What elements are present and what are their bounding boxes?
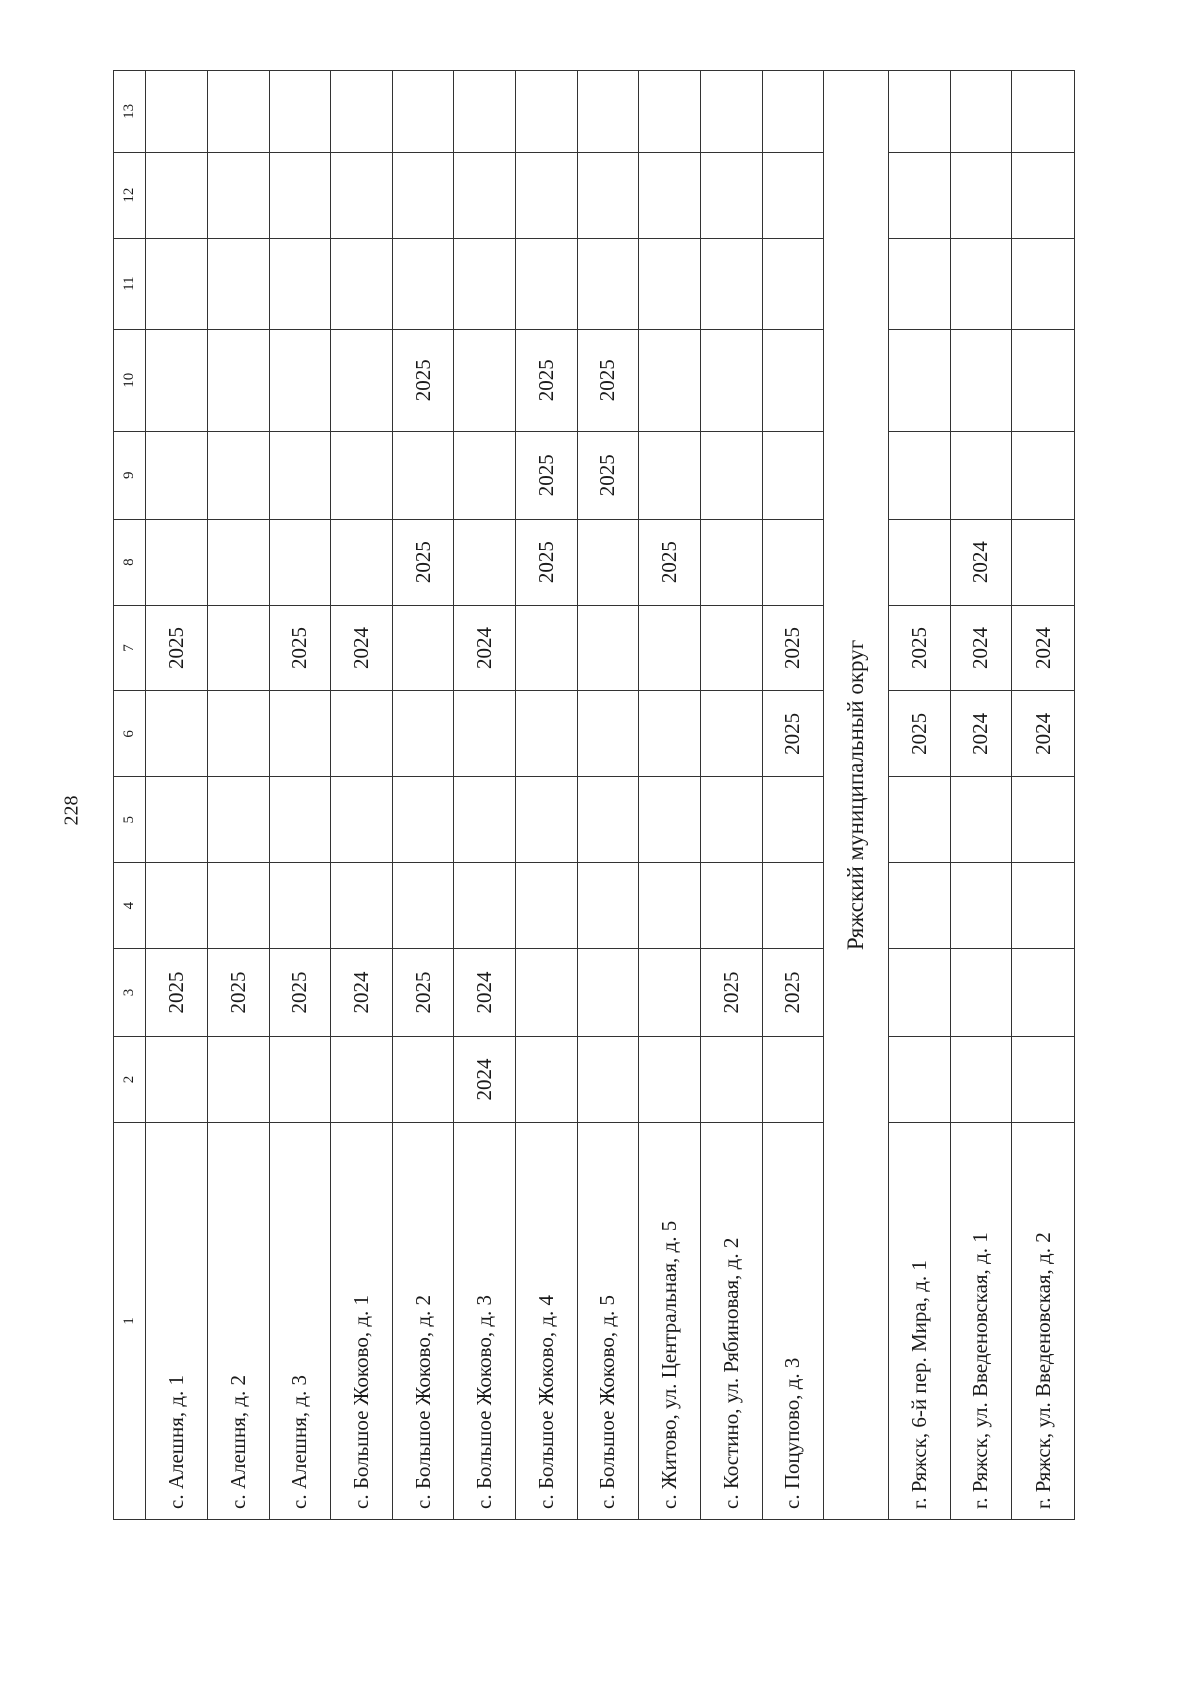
year-cell <box>950 152 1012 238</box>
year-cell <box>516 605 578 691</box>
year-cell: 2025 <box>516 431 578 519</box>
year-cell <box>208 519 270 605</box>
year-cell <box>577 71 639 153</box>
year-cell <box>950 238 1012 329</box>
year-cell: 2025 <box>146 949 208 1037</box>
year-cell <box>577 238 639 329</box>
year-cell: 2024 <box>331 949 393 1037</box>
year-cell <box>700 238 762 329</box>
year-cell: 2025 <box>762 949 824 1037</box>
address-cell: г. Ряжск, ул. Введеновская, д. 1 <box>950 1122 1012 1519</box>
year-cell: 2024 <box>331 605 393 691</box>
year-cell <box>146 431 208 519</box>
year-cell: 2024 <box>454 1037 516 1123</box>
year-cell <box>208 71 270 153</box>
year-cell <box>146 519 208 605</box>
year-cell <box>454 431 516 519</box>
year-cell <box>146 777 208 863</box>
year-cell <box>208 329 270 431</box>
year-cell <box>762 238 824 329</box>
year-cell <box>700 1037 762 1123</box>
year-cell <box>1012 863 1075 949</box>
table-row <box>1012 71 1075 1520</box>
year-cell <box>1012 431 1075 519</box>
year-cell <box>269 71 331 153</box>
year-cell <box>331 777 393 863</box>
year-cell <box>888 949 950 1037</box>
year-cell: 2024 <box>454 949 516 1037</box>
year-cell <box>762 519 824 605</box>
year-cell <box>700 519 762 605</box>
address-cell: с. Алешня, д. 3 <box>269 1122 331 1519</box>
table-row <box>208 71 270 1520</box>
column-header: 1 <box>114 1122 146 1519</box>
year-cell <box>208 1037 270 1123</box>
year-cell: 2025 <box>269 949 331 1037</box>
year-cell <box>269 863 331 949</box>
year-cell <box>950 329 1012 431</box>
address-cell: с. Большое Жоково, д. 3 <box>454 1122 516 1519</box>
address-cell: г. Ряжск, 6-й пер. Мира, д. 1 <box>888 1122 950 1519</box>
year-cell <box>762 1037 824 1123</box>
year-cell <box>762 329 824 431</box>
year-cell <box>516 691 578 777</box>
year-cell <box>331 691 393 777</box>
table-row <box>577 71 639 1520</box>
address-cell: с. Большое Жоково, д. 4 <box>516 1122 578 1519</box>
address-cell: с. Алешня, д. 1 <box>146 1122 208 1519</box>
year-cell <box>639 605 701 691</box>
year-cell <box>516 152 578 238</box>
year-cell <box>454 152 516 238</box>
year-cell <box>700 431 762 519</box>
year-cell <box>516 777 578 863</box>
year-cell <box>269 238 331 329</box>
year-cell: 2025 <box>888 691 950 777</box>
year-cell: 2025 <box>639 519 701 605</box>
year-cell <box>577 863 639 949</box>
year-cell: 2025 <box>762 605 824 691</box>
year-cell <box>639 863 701 949</box>
year-cell <box>516 949 578 1037</box>
year-cell: 2025 <box>762 691 824 777</box>
year-cell <box>950 1037 1012 1123</box>
year-cell <box>700 329 762 431</box>
year-cell <box>208 152 270 238</box>
column-header: 2 <box>114 1037 146 1123</box>
year-cell <box>269 519 331 605</box>
year-cell <box>208 777 270 863</box>
column-header: 12 <box>114 152 146 238</box>
table-row <box>269 71 331 1520</box>
year-cell <box>454 691 516 777</box>
year-cell: 2024 <box>950 519 1012 605</box>
year-cell <box>392 431 454 519</box>
year-cell <box>454 238 516 329</box>
address-cell: г. Ряжск, ул. Введеновская, д. 2 <box>1012 1122 1075 1519</box>
year-cell <box>269 329 331 431</box>
year-cell: 2024 <box>950 605 1012 691</box>
year-cell <box>950 777 1012 863</box>
year-cell <box>331 238 393 329</box>
table-row <box>888 71 950 1520</box>
year-cell: 2025 <box>392 519 454 605</box>
column-header: 8 <box>114 519 146 605</box>
year-cell <box>762 152 824 238</box>
column-header: 7 <box>114 605 146 691</box>
year-cell <box>146 152 208 238</box>
year-cell <box>208 691 270 777</box>
year-cell: 2024 <box>1012 605 1075 691</box>
year-cell <box>762 71 824 153</box>
year-cell <box>331 152 393 238</box>
address-cell: с. Костино, ул. Рябиновая, д. 2 <box>700 1122 762 1519</box>
year-cell <box>392 71 454 153</box>
year-cell <box>146 71 208 153</box>
year-cell <box>516 71 578 153</box>
column-header: 6 <box>114 691 146 777</box>
year-cell <box>577 777 639 863</box>
year-cell <box>888 238 950 329</box>
year-cell <box>700 691 762 777</box>
year-cell <box>269 777 331 863</box>
year-cell <box>269 691 331 777</box>
header-row <box>114 71 146 1520</box>
year-cell <box>577 519 639 605</box>
year-cell <box>269 431 331 519</box>
column-header: 11 <box>114 238 146 329</box>
year-cell <box>454 71 516 153</box>
column-header: 3 <box>114 949 146 1037</box>
year-cell <box>392 777 454 863</box>
year-cell <box>577 949 639 1037</box>
year-cell <box>639 431 701 519</box>
column-header: 13 <box>114 71 146 153</box>
year-cell: 2025 <box>888 605 950 691</box>
year-cell: 2025 <box>208 949 270 1037</box>
schedule-table <box>113 70 1075 1520</box>
year-cell <box>762 777 824 863</box>
year-cell <box>269 1037 331 1123</box>
column-header: 9 <box>114 431 146 519</box>
year-cell <box>639 152 701 238</box>
column-header: 4 <box>114 863 146 949</box>
year-cell <box>700 71 762 153</box>
year-cell <box>700 605 762 691</box>
year-cell <box>1012 777 1075 863</box>
year-cell <box>331 431 393 519</box>
column-header: 5 <box>114 777 146 863</box>
year-cell <box>208 605 270 691</box>
year-cell <box>392 238 454 329</box>
year-cell <box>577 152 639 238</box>
year-cell <box>516 1037 578 1123</box>
year-cell <box>888 777 950 863</box>
year-cell <box>888 71 950 153</box>
address-cell: с. Большое Жоково, д. 5 <box>577 1122 639 1519</box>
year-cell <box>762 431 824 519</box>
year-cell: 2025 <box>700 949 762 1037</box>
rotated-table-container <box>113 70 1075 1520</box>
address-cell: с. Житово, ул. Центральная, д. 5 <box>639 1122 701 1519</box>
year-cell <box>331 519 393 605</box>
year-cell <box>888 1037 950 1123</box>
table-row <box>950 71 1012 1520</box>
year-cell <box>1012 949 1075 1037</box>
year-cell <box>146 238 208 329</box>
year-cell <box>888 519 950 605</box>
year-cell <box>269 152 331 238</box>
year-cell <box>208 863 270 949</box>
year-cell <box>1012 519 1075 605</box>
year-cell: 2024 <box>454 605 516 691</box>
year-cell <box>1012 238 1075 329</box>
year-cell <box>1012 329 1075 431</box>
year-cell: 2025 <box>392 329 454 431</box>
year-cell: 2025 <box>269 605 331 691</box>
table-row <box>639 71 701 1520</box>
year-cell <box>950 71 1012 153</box>
year-cell <box>700 152 762 238</box>
year-cell <box>208 238 270 329</box>
year-cell <box>950 431 1012 519</box>
table-row <box>700 71 762 1520</box>
year-cell <box>888 863 950 949</box>
address-cell: с. Поцупово, д. 3 <box>762 1122 824 1519</box>
address-cell: с. Большое Жоково, д. 1 <box>331 1122 393 1519</box>
year-cell <box>146 329 208 431</box>
year-cell <box>331 863 393 949</box>
year-cell <box>577 605 639 691</box>
year-cell <box>639 691 701 777</box>
year-cell: 2025 <box>577 431 639 519</box>
year-cell <box>700 777 762 863</box>
table-row <box>331 71 393 1520</box>
column-header: 10 <box>114 329 146 431</box>
year-cell <box>454 777 516 863</box>
table-row <box>146 71 208 1520</box>
year-cell <box>577 691 639 777</box>
year-cell <box>888 152 950 238</box>
year-cell <box>639 238 701 329</box>
page-number: 228 <box>60 795 83 825</box>
year-cell: 2025 <box>516 519 578 605</box>
year-cell <box>146 863 208 949</box>
year-cell <box>208 431 270 519</box>
year-cell <box>331 1037 393 1123</box>
year-cell <box>146 691 208 777</box>
year-cell <box>454 519 516 605</box>
year-cell <box>639 777 701 863</box>
year-cell: 2024 <box>950 691 1012 777</box>
year-cell <box>1012 152 1075 238</box>
year-cell <box>392 691 454 777</box>
table-row <box>454 71 516 1520</box>
year-cell <box>577 1037 639 1123</box>
year-cell <box>950 949 1012 1037</box>
year-cell: 2025 <box>516 329 578 431</box>
year-cell <box>639 71 701 153</box>
section-row <box>824 71 889 1520</box>
year-cell: 2025 <box>577 329 639 431</box>
year-cell <box>1012 71 1075 153</box>
year-cell: 2025 <box>392 949 454 1037</box>
year-cell <box>888 329 950 431</box>
page-number-wrapper <box>52 790 92 830</box>
year-cell <box>639 1037 701 1123</box>
year-cell <box>1012 1037 1075 1123</box>
year-cell <box>392 1037 454 1123</box>
year-cell <box>888 431 950 519</box>
table-row <box>762 71 824 1520</box>
year-cell <box>454 329 516 431</box>
year-cell: 2025 <box>146 605 208 691</box>
year-cell <box>146 1037 208 1123</box>
year-cell <box>392 605 454 691</box>
year-cell <box>639 329 701 431</box>
year-cell <box>950 863 1012 949</box>
table-row <box>516 71 578 1520</box>
year-cell <box>392 863 454 949</box>
year-cell <box>392 152 454 238</box>
year-cell <box>639 949 701 1037</box>
year-cell <box>762 863 824 949</box>
year-cell <box>331 329 393 431</box>
year-cell <box>700 863 762 949</box>
table-row <box>392 71 454 1520</box>
year-cell <box>454 863 516 949</box>
year-cell: 2024 <box>1012 691 1075 777</box>
year-cell <box>516 238 578 329</box>
address-cell: с. Алешня, д. 2 <box>208 1122 270 1519</box>
section-title: Ряжский муниципальный округ <box>824 71 889 1520</box>
year-cell <box>516 863 578 949</box>
address-cell: с. Большое Жоково, д. 2 <box>392 1122 454 1519</box>
year-cell <box>331 71 393 153</box>
